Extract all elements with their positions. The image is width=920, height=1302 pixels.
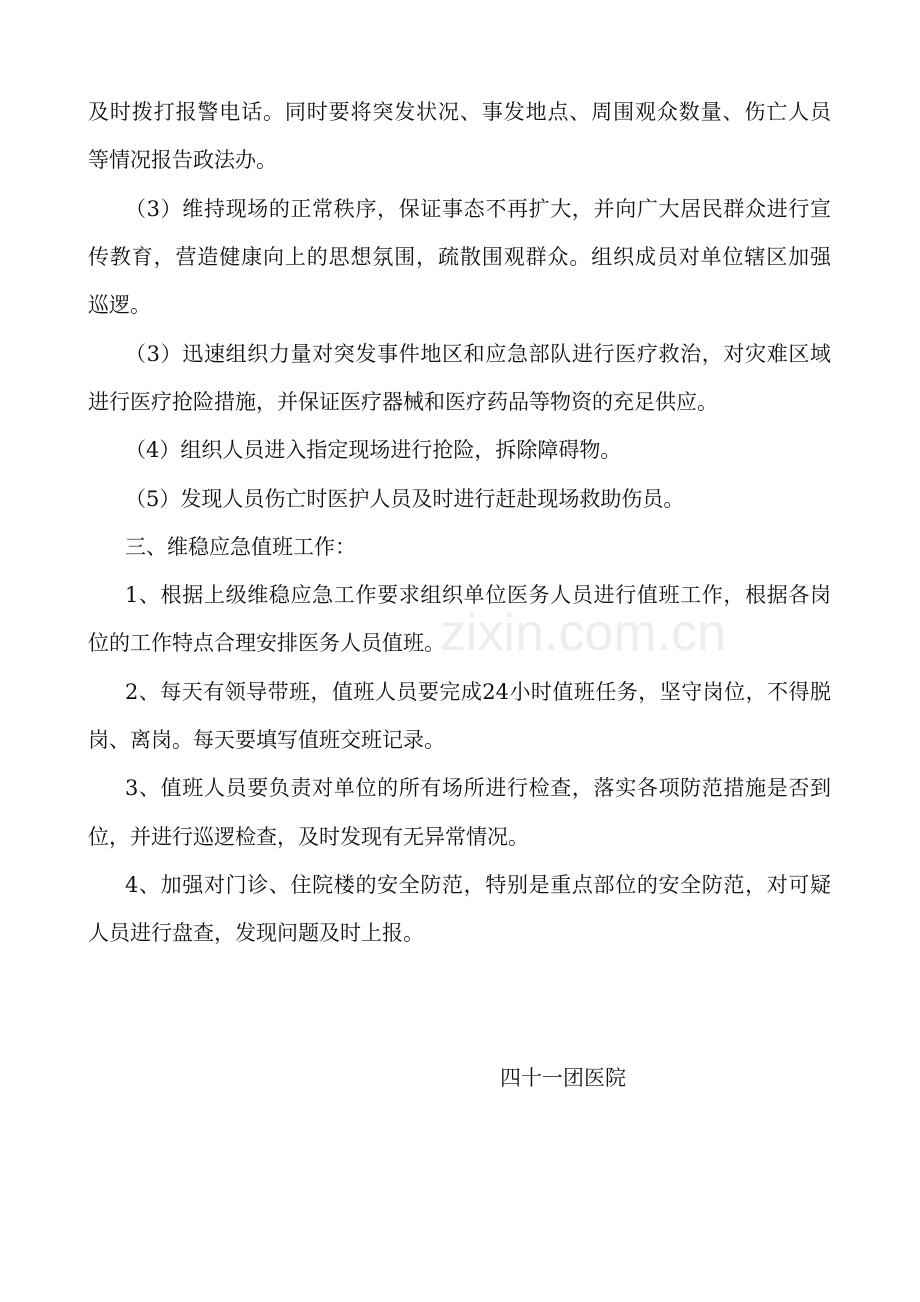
section-heading: 三、维稳应急值班工作： xyxy=(125,535,356,559)
watermark: zixin.com.cn xyxy=(440,604,727,662)
body-text-line: （3）迅速组织力量对突发事件地区和应急部队进行医疗救治，对灾难区域 xyxy=(125,342,831,366)
body-text-line: （4）组织人员进入指定现场进行抢险，拆除障碍物。 xyxy=(125,438,622,462)
body-text-line: 巡逻。 xyxy=(88,293,151,317)
body-text-line: 进行医疗抢险措施，并保证医疗器械和医疗药品等物资的充足供应。 xyxy=(88,390,718,414)
body-text-line: 2、每天有领导带班，值班人员要完成24小时值班任务，坚守岗位，不得脱 xyxy=(125,680,831,704)
body-text-line: 1、根据上级维稳应急工作要求组织单位医务人员进行值班工作，根据各岗 xyxy=(125,583,831,607)
body-text-line: 传教育，营造健康向上的思想氛围，疏散围观群众。组织成员对单位辖区加强 xyxy=(88,245,831,269)
body-text-line: 等情况报告政法办。 xyxy=(88,148,277,172)
body-text-line: 岗、离岗。每天要填写值班交班记录。 xyxy=(88,728,445,752)
body-text-line: 及时拨打报警电话。同时要将突发状况、事发地点、周围观众数量、伤亡人员 xyxy=(88,100,831,124)
body-text-line: 3、值班人员要负责对单位的所有场所进行检查，落实各项防范措施是否到 xyxy=(125,776,831,800)
body-text-line: （3）维持现场的正常秩序，保证事态不再扩大，并向广大居民群众进行宣 xyxy=(125,197,831,221)
signature-organization: 四十一团医院 xyxy=(500,1066,626,1090)
body-text-line: （5）发现人员伤亡时医护人员及时进行赶赴现场救助伤员。 xyxy=(125,487,685,511)
body-text-line: 位的工作特点合理安排医务人员值班。 xyxy=(88,631,445,655)
body-text-line: 人员进行盘查，发现问题及时上报。 xyxy=(88,921,424,945)
body-text-line: 位，并进行巡逻检查，及时发现有无异常情况。 xyxy=(88,825,529,849)
body-text-line: 4、加强对门诊、住院楼的安全防范，特别是重点部位的安全防范，对可疑 xyxy=(125,873,831,897)
